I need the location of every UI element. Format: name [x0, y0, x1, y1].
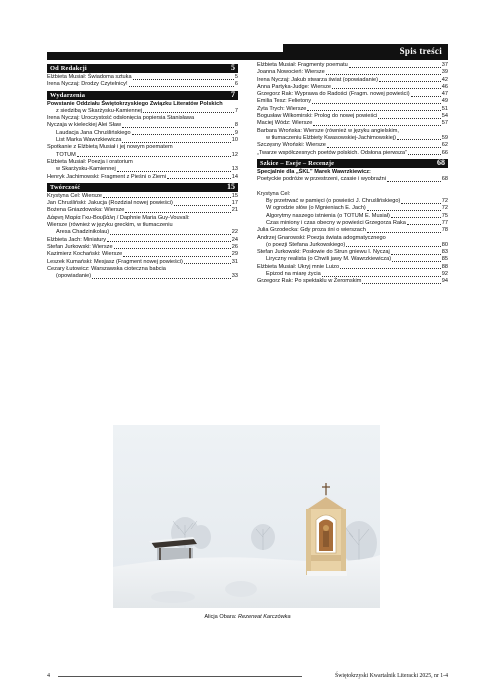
toc-entry	[257, 205, 448, 212]
toc-entry-text: z siedzibą w Skarżysku-Kamiennej	[56, 107, 143, 114]
toc-entry-text: Leszek Kumański: Mesjasz (Fragment nowej powieści)	[47, 258, 183, 265]
toc-entry-page: 21	[231, 207, 238, 214]
toc-entry-text: Irena Nyczaj: Jakub stwarza świat (opowiadanie)	[257, 76, 378, 83]
toc-entry-text: (o poezji Stefana Jurkowskiego)	[266, 241, 346, 248]
toc-entry	[47, 215, 238, 222]
toc-entry-text: Epizod na miarę życia	[266, 271, 321, 278]
dot-leader	[411, 96, 441, 97]
toc-entry-page: 72	[441, 198, 448, 205]
toc-entry	[257, 249, 448, 256]
toc-entry-page: 8	[234, 122, 238, 129]
dot-leader	[379, 81, 441, 82]
dot-leader	[322, 276, 441, 277]
toc-entry-page: 75	[441, 212, 448, 219]
photo-caption	[0, 614, 495, 620]
toc-entry-text: Bożena Gniazdowska: Wiersze	[47, 207, 125, 214]
toc-entry	[257, 98, 448, 105]
dot-leader	[313, 125, 440, 126]
toc-entry-text: Joanna Nowocień: Wiersze	[257, 69, 325, 76]
dot-leader	[332, 88, 441, 89]
toc-entry-page: 6	[234, 81, 238, 88]
toc-entry-text: By przetrwać w pamięci (o powieści J. Chruślińskiego)	[266, 198, 401, 205]
toc-entry	[257, 106, 448, 113]
toc-entry-text: Wiersze (również w języku greckim, w tłumaczeniu	[47, 222, 173, 229]
toc-entry-text: Krystyna Cel: Wiersze	[47, 192, 103, 199]
toc-entry	[47, 166, 238, 173]
toc-entry	[47, 122, 238, 129]
toc-entry-page: 57	[441, 120, 448, 127]
toc-entry-text: Henryk Jachimowski: Fragment z Pieśni o Ziemi	[47, 173, 167, 180]
toc-entry	[47, 152, 238, 159]
dot-leader	[107, 241, 231, 242]
dot-leader	[397, 139, 441, 140]
toc-section-header	[257, 159, 448, 168]
toc-entry-text: Specjalnie dla „ŚKL” Marek Wawrzkiewicz:	[257, 168, 371, 175]
dot-leader	[133, 79, 234, 80]
toc-entry-page: 59	[441, 134, 448, 141]
toc-entry-text: Bogusław Wilkomirski: Prolog do nowej powieści	[257, 113, 378, 120]
toc-entry-text: Algorytmy naszego istnienia (o TOTUM E. Musiał)	[266, 212, 390, 219]
photo-caption-author: Alicja Obara:	[204, 614, 237, 620]
toc-entry-page: 15	[231, 192, 238, 199]
toc-entry	[47, 222, 238, 229]
toc-entry	[47, 266, 238, 273]
toc-entry-text: Maciej Wódz: Wiersze	[257, 120, 313, 127]
toc-entry	[257, 220, 448, 227]
section-title: Twórczość	[50, 183, 81, 191]
toc-entry-text: w Skarżysku-Kamiennej	[56, 166, 116, 173]
toc-entry	[47, 193, 238, 200]
toc-entry-page: 54	[441, 113, 448, 120]
dot-leader	[367, 232, 441, 233]
toc-entry	[257, 91, 448, 98]
toc-entry-text: Laudacja Jana Chruślińskiego	[56, 129, 131, 136]
toc-entry-text: Cezary Łutowicz: Warszawska cioteczna babcia	[47, 265, 166, 272]
toc-entry-page: 83	[441, 249, 448, 256]
winter-chapel-photo	[113, 425, 380, 608]
toc-entry-text: Elżbieta Jach: Miniatury	[47, 236, 107, 243]
toc-entry	[257, 198, 448, 205]
toc-entry-text: Irena Nyczaj: Uroczystość odsłonięcia popiersia Stanisława	[47, 115, 195, 122]
toc-entry-text: Spotkanie z Elżbietą Musiał i jej nowym poematem	[47, 144, 173, 151]
toc-entry	[47, 244, 238, 251]
toc-entry-page: 31	[231, 258, 238, 265]
toc-entry	[47, 159, 238, 166]
photo-caption-title: Rezerwat Karczówka	[238, 614, 291, 620]
toc-entry-page: 5	[234, 74, 238, 80]
toc-entry-page: 29	[231, 251, 238, 258]
toc-entry-page: 14	[231, 173, 238, 180]
toc-entry-text: Kazimierz Kochański: Wiersze	[47, 251, 123, 258]
toc-entry-text: Nyczaja w kieleckiej Alei Sław	[47, 122, 121, 129]
toc-entry	[257, 191, 448, 198]
toc-entry-page: 92	[441, 271, 448, 278]
toc-entry	[47, 144, 238, 151]
toc-entry-text: Andrzej Gnarowski: Poezja świata adogmatycznego	[257, 234, 386, 241]
dot-leader	[407, 224, 441, 225]
section-title: Szkice – Eseje – Recenzje	[260, 159, 335, 167]
toc-entry	[257, 150, 448, 157]
toc-entry-text: Liryczny realista (o Chwili jawy M. Wawrzkiewicza)	[266, 256, 392, 263]
toc-entry-text: Elżbieta Musiał: Poezja i oratorium	[47, 158, 133, 165]
toc-entry-text: Stefan Jurkowski: Wiersze	[47, 243, 113, 250]
toc-entry-page: 42	[441, 76, 448, 83]
toc-entry-text: Julia Grzodecka: Gdy proza śni o wierszach	[257, 227, 366, 234]
toc-entry	[257, 120, 448, 127]
dot-leader	[340, 268, 441, 269]
toc-entry	[47, 137, 238, 144]
toc-entry-text: Barbara Wrońska: Wiersze (również w języku angielskim,	[257, 127, 399, 134]
dot-leader	[326, 74, 441, 75]
toc-entry-text: Szczęsny Wroński: Wiersze	[257, 142, 326, 149]
dot-leader	[174, 205, 231, 206]
toc-entry-page: 39	[441, 69, 448, 76]
toc-entry-page: 13	[231, 166, 238, 173]
toc-entry	[257, 278, 448, 285]
toc-entry	[47, 74, 238, 81]
toc-entry-page: 46	[441, 83, 448, 90]
toc-entry-page: 85	[441, 256, 448, 263]
toc-entry-page: 77	[441, 219, 448, 226]
toc-entry-text: Czas miniony i czas obecny w powieści Grzegorza Raka	[266, 219, 406, 226]
section-title: Od Redakcji	[50, 65, 87, 72]
toc-entry	[257, 242, 448, 249]
toc-entry	[47, 273, 238, 280]
toc-entry-text: (opowiadanie)	[56, 273, 92, 280]
dot-leader	[132, 134, 234, 135]
toc-entry	[47, 81, 238, 88]
toc-entry-page: 33	[231, 273, 238, 280]
dot-leader	[392, 261, 441, 262]
dot-leader	[129, 86, 234, 87]
dot-leader	[349, 67, 441, 68]
toc-entry-page: 72	[441, 205, 448, 212]
toc-entry-text: Grzegorz Rak: Po spektaklu w Żeromskim	[257, 278, 362, 285]
dot-leader	[123, 256, 231, 257]
toc-entry-text: Elżbieta Musiał: Fragmenty poematu	[257, 62, 348, 68]
section-page: 7	[231, 89, 235, 99]
toc-entry-page: 22	[231, 229, 238, 236]
toc-entry-text: Grzegorz Rak: Wyprawa do Radości (Fragm. nowej powieści)	[257, 91, 410, 98]
toc-entry	[257, 135, 448, 142]
dot-leader	[167, 178, 231, 179]
toc-entry	[257, 84, 448, 91]
dot-leader	[103, 197, 231, 198]
dot-leader	[92, 278, 231, 279]
toc-entry	[257, 69, 448, 76]
toc-entry	[47, 259, 238, 266]
toc-entry	[257, 176, 448, 183]
dot-leader	[391, 217, 441, 218]
toc-entry-page: 62	[441, 142, 448, 149]
dot-leader	[307, 110, 440, 111]
toc-entry-text: W ogrodzie słów (o Mgnieniach E. Jach)	[266, 205, 366, 212]
toc-left-column	[47, 62, 238, 280]
toc-entry-text: Anna Partyka-Judge: Wiersze	[257, 83, 331, 90]
toc-entry	[47, 130, 238, 137]
dot-leader	[184, 263, 231, 264]
dot-leader	[110, 234, 231, 235]
toc-entry-page: 51	[441, 105, 448, 112]
toc-entry-text: List Marka Wawrzkiewicza	[56, 137, 122, 144]
toc-entry	[257, 264, 448, 271]
dot-leader	[362, 283, 440, 284]
toc-entry	[47, 207, 238, 214]
toc-entry-page: 78	[441, 227, 448, 234]
toc-entry-text: w tłumaczeniu Elżbiety Kwasowskiej-Jachimowskiej)	[266, 134, 396, 141]
toc-entry	[47, 108, 238, 115]
toc-entry-page: 10	[231, 137, 238, 144]
toc-entry-page: 17	[231, 200, 238, 207]
section-title: Wydarzenia	[50, 91, 86, 99]
toc-entry-text: „Twarze współczesnych poetów polskich. Odsłona pierwsza”	[257, 149, 407, 156]
toc-entry-text: Emilia Tesz: Felietony	[257, 98, 311, 105]
dot-leader	[346, 246, 440, 247]
toc-right-column	[257, 62, 448, 286]
toc-entry	[257, 169, 448, 176]
dot-leader	[391, 254, 441, 255]
toc-entry-page: 7	[234, 107, 238, 114]
toc-entry-page: 47	[441, 91, 448, 98]
toc-entry-text: TOTUM	[56, 151, 76, 158]
dot-leader	[122, 142, 230, 143]
section-page: 68	[437, 157, 445, 167]
dot-leader	[401, 203, 440, 204]
toc-entry-page: 94	[441, 278, 448, 285]
toc-entry-page: 49	[441, 98, 448, 105]
dot-leader	[125, 212, 230, 213]
toc-entry-page: 88	[441, 263, 448, 270]
toc-section-header	[47, 91, 238, 100]
dot-leader	[122, 127, 234, 128]
toc-entry	[257, 213, 448, 220]
toc-entry	[257, 113, 448, 120]
section-page: 5	[231, 63, 235, 72]
toc-entry	[47, 251, 238, 258]
toc-entry	[257, 77, 448, 84]
toc-entry-text: Irena Nyczaj: Drodzy Czytelnicy!	[47, 81, 128, 88]
toc-spacer	[257, 183, 448, 190]
toc-entry-page: 9	[234, 129, 238, 136]
dot-leader	[312, 103, 441, 104]
toc-entry-text: Powstanie Oddziału Świętokrzyskiego Związku Literatów Polskich	[47, 100, 223, 107]
toc-entry	[47, 115, 238, 122]
dot-leader	[367, 210, 441, 211]
dot-leader	[387, 181, 441, 182]
toc-entry-page: 24	[231, 236, 238, 243]
toc-entry	[47, 200, 238, 207]
toc-entry-text: Elżbieta Musiał: Ukryj mnie Luizo	[257, 263, 340, 270]
toc-entry	[47, 229, 238, 236]
toc-title: Spis treści	[283, 44, 448, 58]
toc-entry-page: 12	[231, 151, 238, 158]
dot-leader	[327, 147, 441, 148]
toc-section-header	[47, 183, 238, 192]
toc-entry-page: 66	[441, 149, 448, 156]
toc-section-header	[47, 64, 238, 73]
journal-title: Świętokrzyski Kwartalnik Literacki 2025, nr 1-4	[334, 673, 448, 679]
toc-entry-page: 68	[441, 176, 448, 183]
toc-entry-page: 37	[441, 62, 448, 68]
toc-entry	[257, 256, 448, 263]
toc-entry	[47, 101, 238, 108]
toc-entry-page: 80	[441, 241, 448, 248]
dot-leader	[143, 112, 234, 113]
dot-leader	[77, 156, 231, 157]
dot-leader	[378, 118, 440, 119]
toc-entry-text: Aresa Chadzinikolau)	[56, 229, 110, 236]
toc-entry	[257, 235, 448, 242]
toc-entry-text: Stefan Jurkowski: Posłowie do Strun gniewu I. Nyczaj	[257, 249, 390, 256]
toc-entry	[257, 142, 448, 149]
toc-entry	[257, 128, 448, 135]
toc-entry-text: Jan Chruśliński: Jakucja (Rozdział nowej powieści)	[47, 200, 173, 207]
footer-rule	[58, 676, 302, 677]
toc-entry-text: Krystyna Cel:	[257, 190, 291, 197]
dot-leader	[114, 248, 231, 249]
toc-entry-text: Δάφνη Μαρία Γκυ-Βουβάλη / Daphnie Maria Guy-Vouvali:	[47, 214, 190, 221]
page-number: 4	[47, 673, 50, 679]
toc-entry	[257, 62, 448, 69]
toc-entry-text: Poetyckie podróże w przestrzeni, czasie i wyobraźni	[257, 176, 387, 183]
toc-entry	[47, 237, 238, 244]
toc-entry-text: Zyta Trych: Wiersze	[257, 105, 307, 112]
toc-entry-text: Elżbieta Musiał: Świadoma sztuka	[47, 74, 132, 80]
section-page: 15	[227, 181, 235, 191]
toc-entry	[257, 227, 448, 234]
toc-entry	[47, 174, 238, 181]
dot-leader	[117, 171, 231, 172]
toc-entry-page: 26	[231, 243, 238, 250]
dot-leader	[408, 154, 441, 155]
